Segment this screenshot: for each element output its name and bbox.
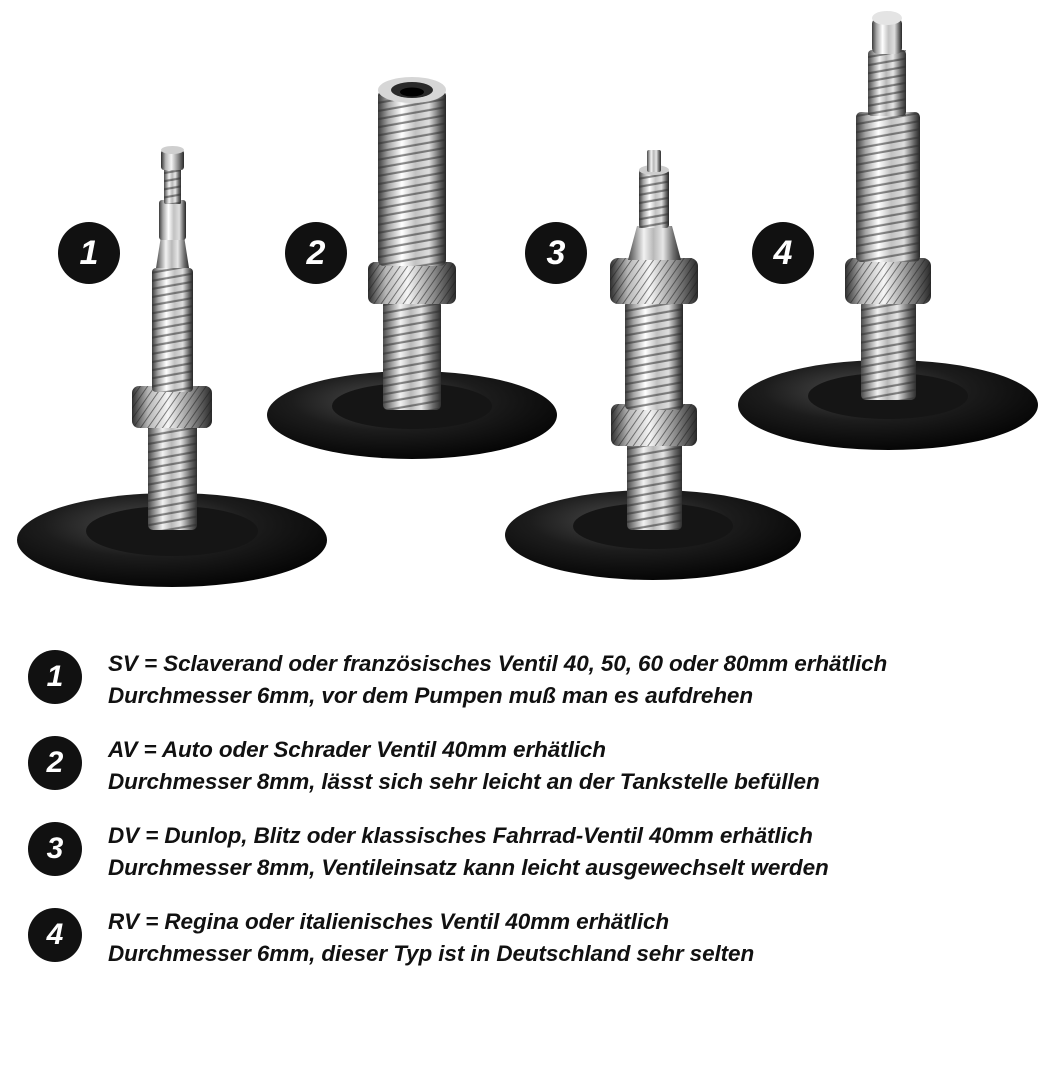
legend-line-2b: Durchmesser 8mm, lässt sich sehr leicht an der Tankstelle befüllen	[108, 768, 820, 794]
legend-item	[0, 820, 1062, 884]
valve-1-graphic	[17, 146, 327, 587]
diagram-badge-4: 4	[752, 222, 814, 284]
legend-badge-1: 1	[28, 650, 82, 704]
legend-line-3a: DV = Dunlop, Blitz oder klassisches Fahrrad-Ventil 40mm erhätlich	[108, 822, 813, 848]
diagram-badge-2: 2	[285, 222, 347, 284]
legend-item	[0, 906, 1062, 970]
legend-text-2	[108, 734, 820, 798]
legend-line-4a: RV = Regina oder italienisches Ventil 40mm erhätlich	[108, 908, 670, 934]
legend-line-3b: Durchmesser 8mm, Ventileinsatz kann leicht ausgewechselt werden	[108, 854, 829, 880]
legend-badge-3: 3	[28, 822, 82, 876]
legend-item	[0, 734, 1062, 798]
legend-item	[0, 648, 1062, 712]
legend-badge-2: 2	[28, 736, 82, 790]
legend-text-4	[108, 906, 754, 970]
legend-line-1a: SV = Sclaverand oder französisches Ventil 40, 50, 60 oder 80mm erhätlich	[108, 651, 888, 676]
legend-text-1	[108, 648, 887, 712]
legend	[0, 648, 1062, 992]
diagram-badge-1: 1	[58, 222, 120, 284]
legend-text-3	[108, 820, 829, 884]
legend-badge-4: 4	[28, 908, 82, 962]
valve-3-graphic	[505, 150, 801, 580]
legend-line-1b: Durchmesser 6mm, vor dem Pumpen muß man es aufdrehen	[108, 682, 753, 708]
legend-line-4b: Durchmesser 6mm, dieser Typ ist in Deutschland sehr selten	[108, 940, 755, 966]
legend-line-2a: AV = Auto oder Schrader Ventil 40mm erhätlich	[108, 736, 606, 762]
diagram-badge-3: 3	[525, 222, 587, 284]
